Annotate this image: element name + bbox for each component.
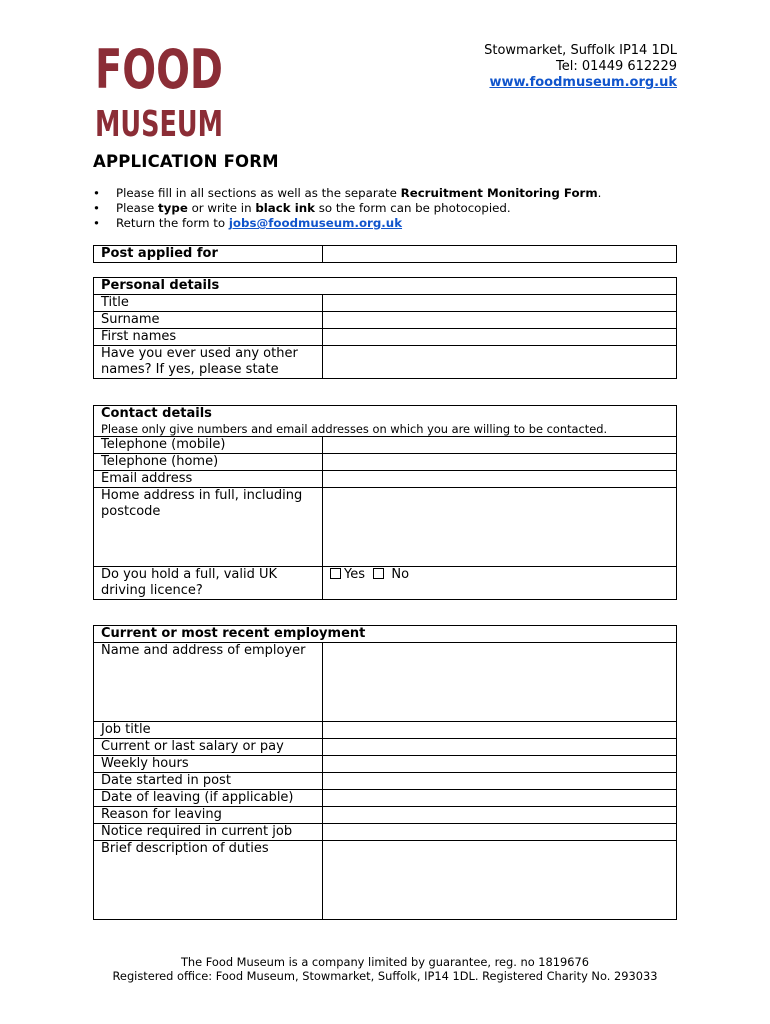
licence-options [323,567,677,600]
employer-label: Name and address of employer [94,643,323,722]
date-leaving-field[interactable] [323,790,677,807]
date-started-field[interactable] [323,773,677,790]
email-label: Email address [94,471,323,488]
website-link[interactable]: www.foodmuseum.org.uk [489,75,677,90]
logo-text-museum: MUSEUM [95,104,223,145]
title-field[interactable] [323,295,677,312]
other-names-label: Have you ever used any other names? If yes, please state [94,346,323,379]
contact-details-table [93,405,677,600]
reason-field[interactable] [323,807,677,824]
post-label: Post applied for [94,246,323,263]
logo-text-food: FOOD [95,38,223,101]
home-phone-field[interactable] [323,454,677,471]
licence-label: Do you hold a full, valid UK driving licence? [94,567,323,600]
duties-label: Brief description of duties [94,841,323,920]
email-link[interactable]: jobs@foodmuseum.org.uk [228,216,403,230]
instruction-item: • Please type or write in black ink so the form can be photocopied. [93,201,601,216]
reason-label: Reason for leaving [94,807,323,824]
hours-field[interactable] [323,756,677,773]
date-started-label: Date started in post [94,773,323,790]
hours-label: Weekly hours [94,756,323,773]
address-line: Stowmarket, Suffolk IP14 1DL [484,43,677,58]
yes-label: Yes [344,567,365,582]
address-block [484,43,677,91]
email-field[interactable] [323,471,677,488]
instruction-item: • Return the form to jobs@foodmuseum.org.uk [93,216,601,231]
telephone: Tel: 01449 612229 [556,59,677,74]
personal-heading: Personal details [94,278,677,295]
page-title: APPLICATION FORM [93,152,279,171]
contact-heading: Contact details [101,406,212,421]
first-names-field[interactable] [323,329,677,346]
employment-table [93,625,677,920]
footer-line-2: Registered office: Food Museum, Stowmarket, Suffolk, IP14 1DL. Registered Charity No. 293033 [112,969,658,983]
surname-label: Surname [94,312,323,329]
no-label: No [391,567,410,582]
surname-field[interactable] [323,312,677,329]
footer [0,955,770,983]
home-address-label: Home address in full, including postcode [94,488,323,567]
date-leaving-label: Date of leaving (if applicable) [94,790,323,807]
employment-heading: Current or most recent employment [94,626,677,643]
footer-line-1: The Food Museum is a company limited by guarantee, reg. no 1819676 [180,955,590,969]
duties-field[interactable] [323,841,677,920]
job-title-field[interactable] [323,722,677,739]
job-title-label: Job title [94,722,323,739]
yes-checkbox[interactable] [330,568,341,579]
employer-field[interactable] [323,643,677,722]
instruction-item: • Please fill in all sections as well as the separate Recruitment Monitoring Form. [93,186,601,201]
instructions-list [93,186,601,231]
no-checkbox[interactable] [373,568,384,579]
contact-note: Please only give numbers and email addresses on which you are willing to be contacted. [101,422,608,436]
salary-field[interactable] [323,739,677,756]
notice-label: Notice required in current job [94,824,323,841]
home-address-field[interactable] [323,488,677,567]
other-names-field[interactable] [323,346,677,379]
first-names-label: First names [94,329,323,346]
food-museum-logo [93,38,223,145]
post-table [93,245,677,263]
notice-field[interactable] [323,824,677,841]
salary-label: Current or last salary or pay [94,739,323,756]
home-phone-label: Telephone (home) [94,454,323,471]
mobile-field[interactable] [323,437,677,454]
post-field[interactable] [323,246,677,263]
personal-details-table [93,277,677,379]
title-label: Title [94,295,323,312]
mobile-label: Telephone (mobile) [94,437,323,454]
